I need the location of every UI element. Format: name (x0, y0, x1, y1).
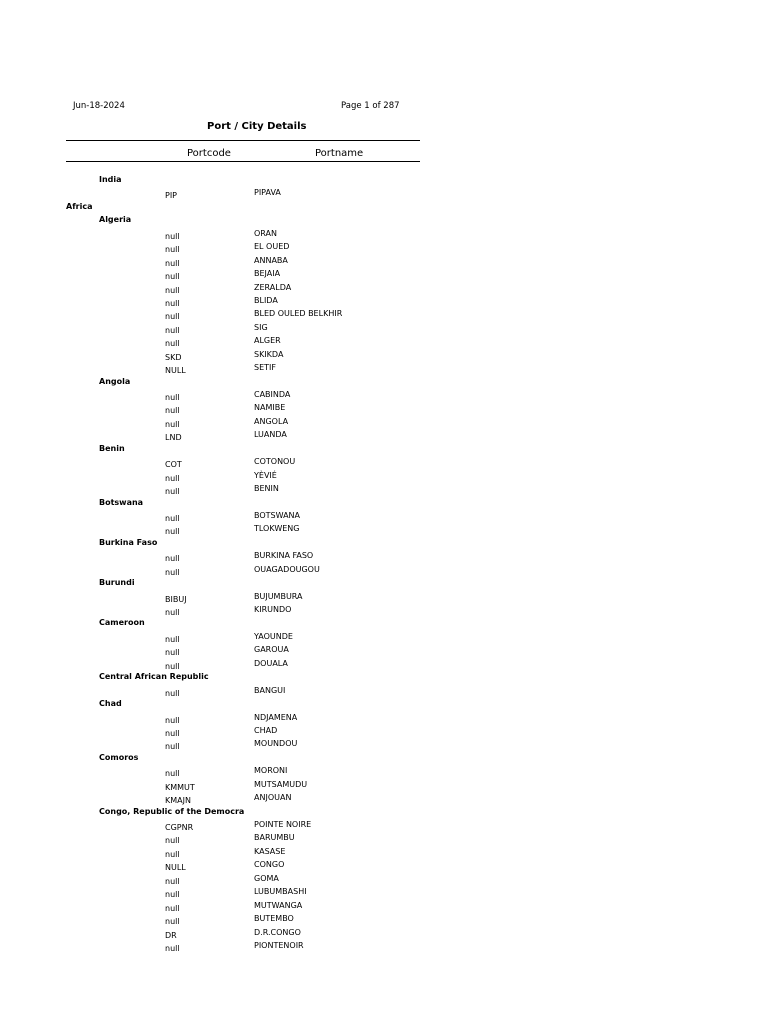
country-row (0, 575, 768, 588)
port-name: POINTE NOIRE (254, 820, 312, 829)
country-label: Congo, Republic of the Democra (99, 806, 245, 816)
report-title: Port / City Details (207, 121, 307, 132)
port-name: SETIF (254, 363, 276, 373)
report-date: Jun-18-2024 (73, 101, 125, 111)
country-row (0, 374, 768, 387)
port-code: null (165, 648, 180, 658)
port-row (0, 508, 768, 521)
country-row (0, 615, 768, 628)
port-row (0, 683, 768, 696)
port-name: ORAN (254, 228, 277, 238)
port-code: null (165, 285, 180, 295)
country-label: Algeria (99, 215, 132, 225)
port-name: NDJAMENA (254, 712, 298, 722)
port-name: DOUALA (254, 658, 288, 668)
port-name: BUTEMBO (254, 914, 294, 924)
port-name: BANGUI (254, 685, 286, 695)
port-name: BLIDA (254, 295, 278, 305)
port-code: null (165, 231, 180, 241)
country-row (0, 696, 768, 709)
port-row (0, 185, 768, 201)
header-top-rule (66, 140, 420, 141)
port-name: LUBUMBASHI (254, 887, 307, 897)
port-name: MUTSAMUDU (254, 779, 308, 789)
port-code: KMMUT (165, 782, 195, 792)
port-row (0, 763, 768, 779)
country-row (0, 441, 768, 454)
port-name: PIONTENOIR (254, 940, 304, 950)
port-row (0, 293, 768, 306)
port-name: ALGER (254, 336, 281, 346)
port-code: KMAJN (165, 796, 191, 806)
port-code: null (165, 419, 180, 429)
port-name: BURKINA FASO (254, 551, 314, 561)
country-label: Central African Republic (99, 672, 209, 682)
portcode-column-header: Portcode (187, 148, 231, 159)
country-label: Burkina Faso (99, 537, 158, 547)
port-code: null (165, 742, 180, 752)
port-row (0, 427, 768, 443)
port-name: SKIKDA (254, 349, 284, 359)
country-label: Botswana (99, 497, 144, 507)
country-label: Comoros (99, 752, 139, 762)
port-name: BEJAIA (254, 269, 281, 279)
port-row (0, 857, 768, 873)
port-code: null (165, 258, 180, 268)
country-row (0, 750, 768, 763)
port-code: NULL (165, 366, 186, 376)
port-name: BUJUMBURA (254, 591, 303, 601)
port-code: null (165, 527, 180, 537)
port-row (0, 239, 768, 255)
port-row (0, 454, 768, 470)
country-label: Benin (99, 443, 125, 453)
country-label: Angola (99, 376, 131, 386)
port-name: LUANDA (254, 430, 287, 440)
port-name: BLED OULED BELKHIR (254, 309, 343, 319)
port-name: BOTSWANA (254, 510, 301, 520)
port-code: CGPNR (165, 823, 194, 832)
country-label: India (99, 175, 122, 184)
port-list (0, 172, 768, 951)
port-name: COTONOU (254, 457, 296, 467)
portname-column-header: Portname (315, 148, 364, 159)
port-name: D.R.CONGO (254, 927, 301, 937)
header-bottom-rule (66, 161, 420, 162)
port-code: null (165, 661, 180, 671)
port-name: MUTWANGA (254, 900, 303, 910)
port-row (0, 347, 768, 360)
port-row (0, 642, 768, 658)
country-row (0, 804, 768, 817)
port-row (0, 911, 768, 927)
port-code: null (165, 836, 180, 846)
port-row (0, 387, 768, 400)
port-name: OUAGADOUGOU (254, 564, 320, 574)
port-row (0, 320, 768, 333)
port-code: null (165, 298, 180, 308)
port-row (0, 817, 768, 830)
port-name: YÈVIÉ (254, 470, 277, 480)
port-name: KIRUNDO (254, 605, 292, 614)
port-row (0, 414, 768, 427)
region-row (0, 199, 768, 212)
region-label: Africa (66, 201, 93, 211)
port-code: null (165, 325, 180, 335)
port-row (0, 280, 768, 293)
port-name: MORONI (254, 766, 288, 776)
port-code: null (165, 943, 180, 953)
port-row (0, 360, 768, 376)
port-row (0, 400, 768, 416)
port-code: null (165, 567, 180, 577)
port-name: YAOUNDE (254, 631, 293, 641)
port-row (0, 830, 768, 846)
port-name: PIPAVA (254, 188, 281, 198)
port-name: ANGOLA (254, 416, 289, 426)
port-row (0, 629, 768, 642)
port-row (0, 562, 768, 575)
port-code: null (165, 487, 180, 497)
port-code: null (165, 917, 180, 927)
port-name: TLOKWENG (254, 524, 300, 534)
port-row (0, 266, 768, 282)
port-row (0, 777, 768, 790)
port-code: null (165, 513, 180, 523)
port-row (0, 723, 768, 736)
port-name: ANJOUAN (254, 793, 292, 803)
port-code: null (165, 393, 180, 402)
port-row (0, 333, 768, 349)
port-row (0, 253, 768, 266)
port-code: NULL (165, 863, 186, 873)
port-code: DR (165, 930, 177, 940)
port-name: BENIN (254, 484, 279, 494)
port-name: MOUNDOU (254, 739, 298, 749)
port-code: null (165, 903, 180, 913)
port-row (0, 844, 768, 857)
page-number: Page 1 of 287 (341, 101, 400, 111)
port-row (0, 938, 768, 951)
port-code: null (165, 554, 180, 564)
port-code: null (165, 608, 180, 617)
port-row (0, 790, 768, 806)
port-row (0, 925, 768, 938)
port-row (0, 481, 768, 497)
country-label: Burundi (99, 578, 135, 588)
port-name: GAROUA (254, 645, 289, 655)
port-name: ZERALDA (254, 282, 292, 292)
port-row (0, 898, 768, 911)
country-row (0, 212, 768, 225)
country-label: Chad (99, 699, 122, 709)
port-code: null (165, 245, 180, 255)
port-code: null (165, 634, 180, 644)
port-code: null (165, 339, 180, 349)
port-row (0, 602, 768, 615)
port-row (0, 226, 768, 239)
port-code: null (165, 688, 180, 698)
port-name: CABINDA (254, 390, 291, 399)
port-name: EL OUED (254, 242, 290, 252)
port-code: PIP (165, 191, 178, 201)
port-code: SKD (165, 352, 182, 362)
country-row (0, 669, 768, 682)
port-row (0, 589, 768, 602)
port-row (0, 656, 768, 669)
port-code: null (165, 406, 180, 416)
port-row (0, 710, 768, 723)
port-code: null (165, 473, 180, 483)
country-label: Cameroon (99, 618, 145, 628)
port-code: null (165, 312, 180, 322)
port-code: null (165, 876, 180, 886)
port-row (0, 468, 768, 481)
port-row (0, 521, 768, 537)
port-code: null (165, 849, 180, 859)
port-code: LND (165, 433, 182, 443)
port-row (0, 548, 768, 564)
country-row (0, 495, 768, 508)
port-row (0, 306, 768, 322)
port-name: SIG (254, 322, 268, 332)
country-row (0, 172, 768, 185)
port-code: null (165, 890, 180, 900)
port-name: ANNABA (254, 255, 288, 265)
port-code: null (165, 715, 180, 725)
port-code: null (165, 728, 180, 738)
port-row (0, 871, 768, 884)
port-code: null (165, 272, 180, 282)
port-name: CONGO (254, 860, 285, 870)
port-code: BIBUJ (165, 594, 187, 604)
port-name: NAMIBE (254, 403, 286, 413)
port-name: BARUMBU (254, 833, 295, 843)
port-code: COT (165, 460, 182, 470)
port-row (0, 736, 768, 752)
port-name: CHAD (254, 725, 278, 735)
port-name: GOMA (254, 873, 279, 883)
port-name: KASASE (254, 846, 286, 856)
port-code: null (165, 769, 180, 779)
country-row (0, 535, 768, 548)
port-row (0, 884, 768, 900)
